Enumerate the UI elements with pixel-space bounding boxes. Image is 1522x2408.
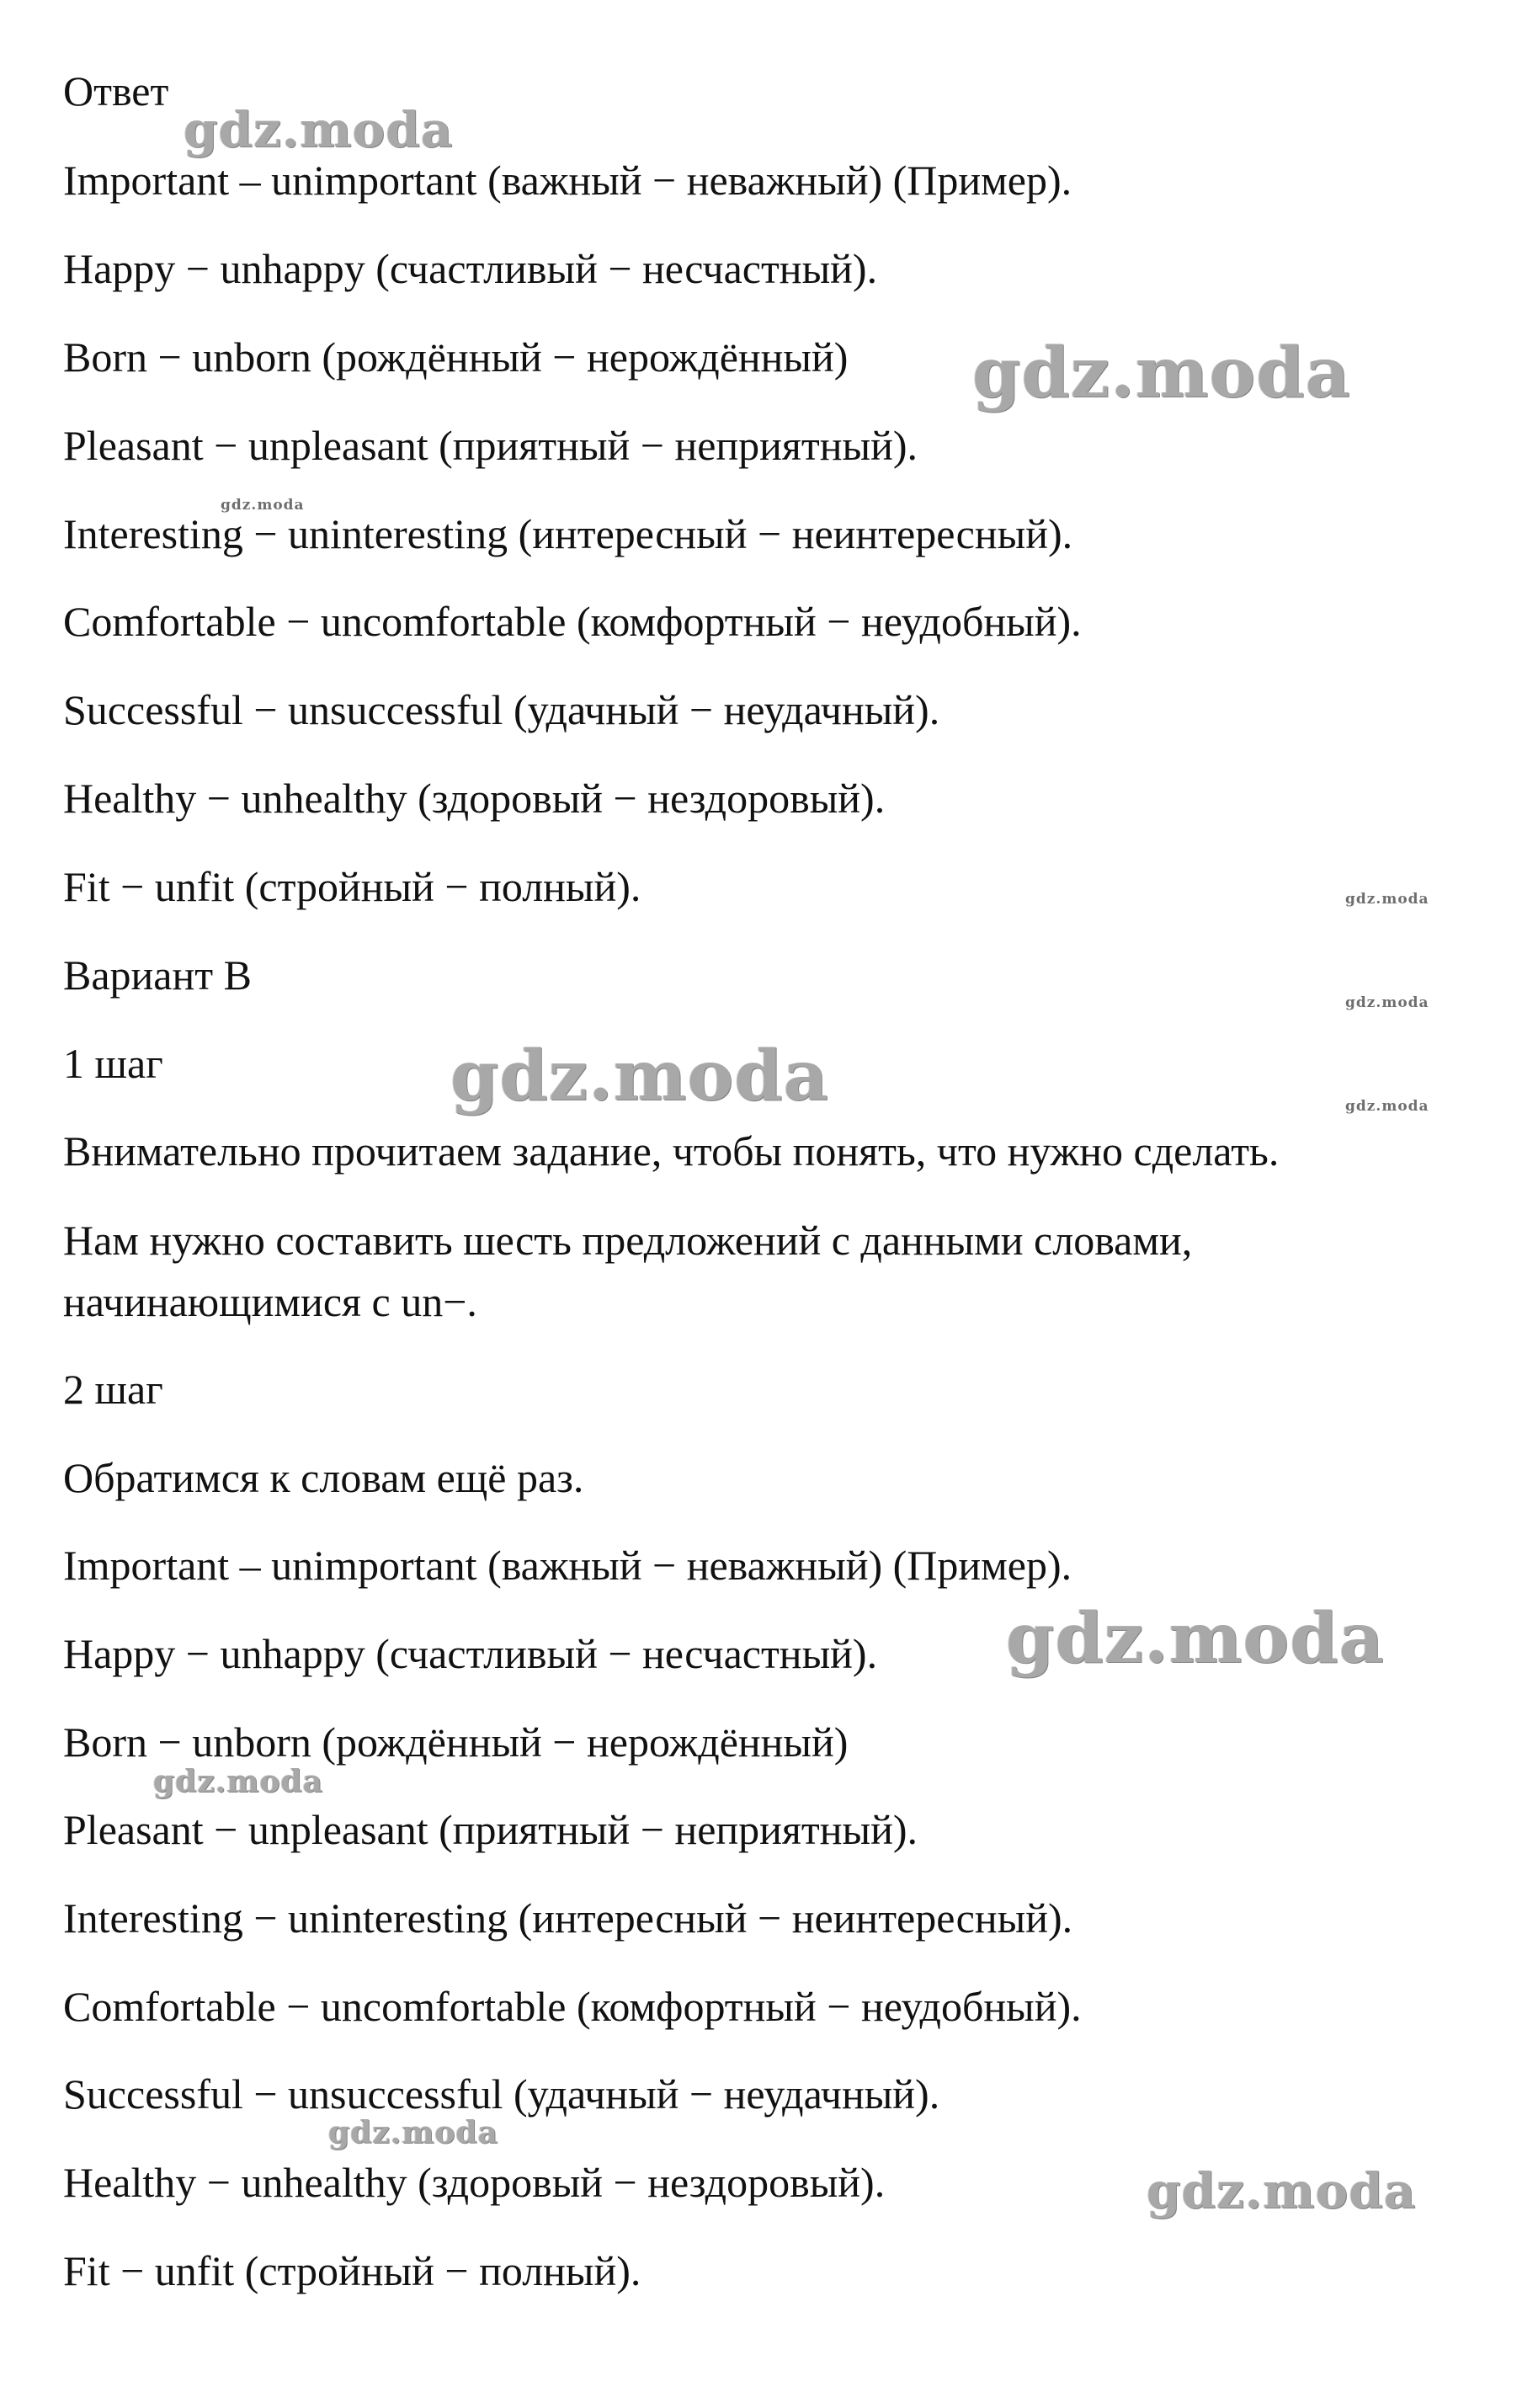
word-pair-line: Pleasant − unpleasant (приятный − неприятный). [63,422,918,469]
word-pair-line: Successful − unsuccessful (удачный − неудачный). [63,2070,940,2118]
word-pair-line: Interesting − uninteresting (интересный − неинтересный). [63,1894,1073,1942]
word-pair-line: Born − unborn (рождённый − нерождённый) [63,1718,849,1766]
word-pair-line: Fit − unfit (стройный − полный). [63,2247,641,2294]
word-pair-line: Healthy − unhealthy (здоровый − нездоровый). [63,2159,886,2206]
paragraph-line: Нам нужно составить шесть предложений с данными словами, [63,1217,1193,1264]
word-pair-line: Born − unborn (рождённый − нерождённый) [63,333,849,381]
watermark: gdz.moda [153,1764,323,1799]
watermark: gdz.moda [1006,1598,1385,1679]
paragraph-line: Обратимся к словам ещё раз. [63,1454,584,1501]
watermark: gdz.moda [184,101,454,158]
word-pair-line: Healthy − unhealthy (здоровый − нездоровый). [63,775,886,822]
watermark: gdz.moda [1147,2162,1417,2219]
watermark: gdz.moda [1345,891,1429,908]
word-pair-line: Important – unimportant (важный − неважный) (Пример). [63,1542,1072,1589]
paragraph-line: начинающимися с un−. [63,1278,477,1325]
word-pair-line: Important – unimportant (важный − неважный) (Пример). [63,157,1072,204]
watermark: gdz.moda [1345,1098,1429,1115]
watermark: gdz.moda [1345,994,1429,1011]
word-pair-line: Comfortable − uncomfortable (комфортный − неудобный). [63,1983,1082,2030]
word-pair-line: Pleasant − unpleasant (приятный − неприятный). [63,1806,918,1853]
watermark: gdz.moda [221,497,305,514]
watermark: gdz.moda [972,333,1351,413]
word-pair-line: Interesting − uninteresting (интересный − неинтересный). [63,510,1073,557]
word-pair-line: Fit − unfit (стройный − полный). [63,863,641,910]
variant-heading: Вариант B [63,951,252,999]
paragraph-line: Внимательно прочитаем задание, чтобы понять, что нужно сделать. [63,1127,1280,1175]
watermark: gdz.moda [328,2115,498,2150]
step-heading: 2 шаг [63,1366,163,1413]
word-pair-line: Happy − unhappy (счастливый − несчастный). [63,1630,878,1677]
answer-heading: Ответ [63,67,169,115]
word-pair-line: Successful − unsuccessful (удачный − неудачный). [63,686,940,733]
word-pair-line: Happy − unhappy (счастливый − несчастный). [63,245,878,292]
watermark: gdz.moda [450,1036,829,1116]
word-pair-line: Comfortable − uncomfortable (комфортный − неудобный). [63,598,1082,645]
step-heading: 1 шаг [63,1040,163,1087]
